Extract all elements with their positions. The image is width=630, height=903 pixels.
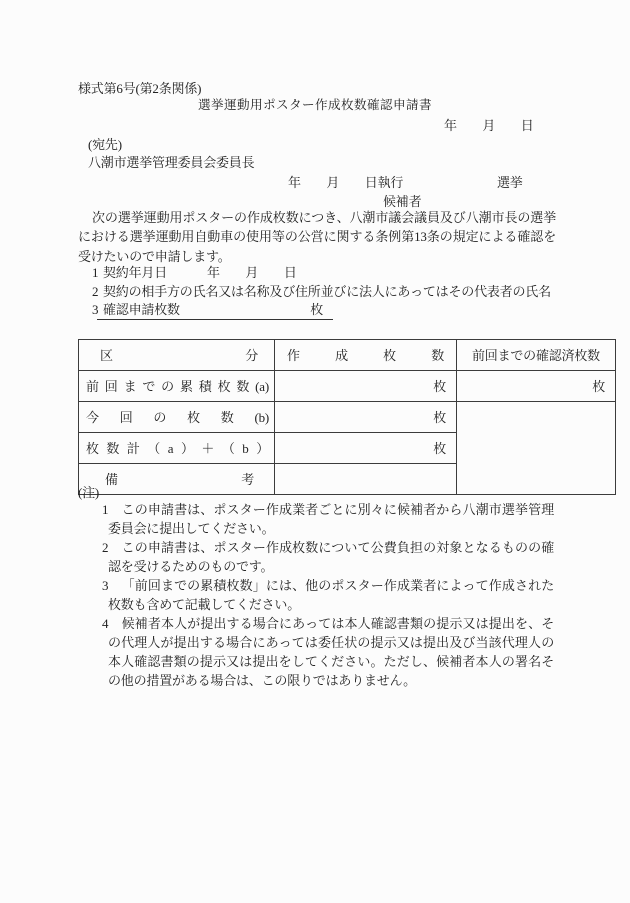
item-label: 契約の相手方の氏名又は名称及び住所並びに法人にあってはその代表者の氏名	[103, 284, 551, 299]
addressee-label: (宛先)	[88, 137, 122, 152]
note-number: 3	[102, 578, 109, 593]
candidate-label: 候補者	[383, 194, 422, 209]
prev-confirmed-merged-cell	[457, 402, 616, 495]
note-item	[102, 576, 554, 614]
made-count-cell: 枚	[275, 433, 457, 464]
item-contract-date	[78, 263, 297, 282]
table-header-prev-confirmed: 前回までの確認済枚数	[457, 340, 616, 371]
application-statement: 次の選挙運動用ポスターの作成枚数につき、八潮市議会議員及び八潮市長の選挙における選挙運動用自動車の使用等の公営に関する条例第13条の規定による確認を受けたいので申請します。	[78, 210, 556, 264]
note-item	[102, 614, 554, 690]
election-suffix-label: 選挙	[497, 175, 523, 190]
table-header-row	[79, 340, 616, 371]
notes-list	[102, 500, 555, 690]
item-contract-party	[78, 282, 551, 301]
note-text: この申請書は、ポスター作成業者ごとに別々に候補者から八潮市選挙管理委員会に提出してください。	[108, 502, 554, 536]
made-count-cell: 枚	[275, 402, 457, 433]
table-row-current	[79, 402, 616, 433]
item-number: 1	[92, 265, 99, 280]
made-count-cell: 枚	[275, 371, 457, 402]
addressee-name: 八潮市選挙管理委員会委員長	[88, 155, 255, 170]
row-label: 前回までの累積枚数(a)	[79, 371, 275, 402]
election-execution-date: 年 月 日執行	[288, 175, 404, 190]
form-number: 様式第6号(第2条関係)	[78, 81, 202, 96]
note-item	[102, 538, 555, 576]
row-label: 今回の枚数(b)	[79, 402, 275, 433]
note-text: この申請書は、ポスター作成枚数について公費負担の対象となるものの確認を受けるためのものです。	[108, 540, 555, 574]
contract-date-blanks: 年 月 日	[207, 265, 297, 280]
prev-confirmed-cell: 枚	[457, 371, 616, 402]
row-label: 枚数計（a）＋（b）	[79, 433, 275, 464]
note-text: 候補者本人が提出する場合にあっては本人確認書類の提示又は提出を、その代理人が提出する場合にあっては委任状の提示又は提出及び当該代理人の本人確認書類の提示又は提出をしてください。ただし、候補者本人の署名その他の措置がある場合は、この限りではありません。	[108, 616, 554, 688]
document-title: 選挙運動用ポスター作成枚数確認申請書	[198, 98, 432, 112]
item-number: 3	[92, 302, 99, 317]
item-label: 契約年月日	[103, 265, 168, 280]
notes-label: (注)	[78, 485, 100, 500]
row-label: 備考	[79, 464, 275, 495]
count-underline-field	[97, 300, 333, 320]
made-count-cell	[275, 464, 457, 495]
note-text: 「前回までの累積枚数」には、他のポスター作成業者によって作成された枚数も含めて記載してください。	[108, 578, 554, 612]
table-header-category: 区分	[79, 340, 275, 371]
table-row-cumulative	[79, 371, 616, 402]
note-number: 1	[102, 502, 109, 517]
note-item	[102, 500, 554, 538]
item-requested-count	[78, 300, 333, 320]
item-number: 2	[92, 284, 99, 299]
table-header-made-count: 作成枚数	[275, 340, 457, 371]
posters-count-table	[78, 339, 616, 495]
sheets-unit-label: 枚	[310, 302, 323, 317]
item-label: 確認申請枚数	[103, 302, 180, 317]
note-number: 4	[102, 616, 109, 631]
note-number: 2	[102, 540, 109, 555]
application-date-line: 年 月 日	[444, 118, 534, 133]
